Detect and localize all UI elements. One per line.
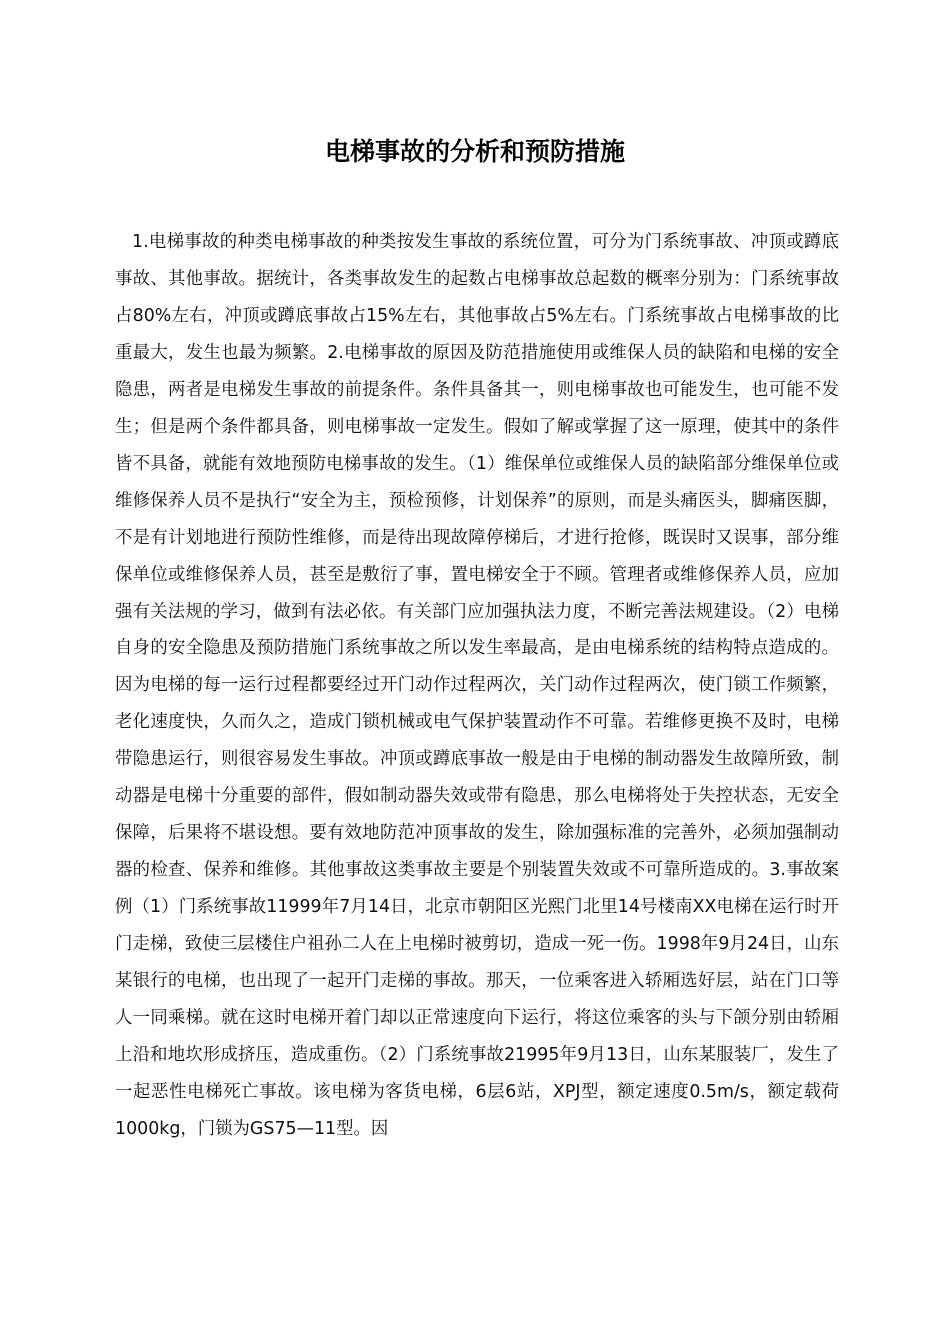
document-title: 电梯事故的分析和预防措施	[324, 137, 625, 166]
document-body-paragraph: 1.电梯事故的种类电梯事故的种类按发生事故的系统位置，可分为门系统事故、冲顶或蹲底事故、其他事故。据统计，各类事故发生的起数占电梯事故总起数的概率分别为：门系统事故占80%左右，冲顶或蹲底事故占15%左右，其他事故占5%左右。门系统事故占电梯事故的比重最大，发生也最为频繁。2.电梯事故的原因及防范措施使用或维保人员的缺陷和电梯的安全隐患，两者是电梯发生事故的前提条件。条件具备其一，则电梯事故也可能发生，也可能不发生；但是两个条件都具备，则电梯事故一定发生。假如了解或掌握了这一原理，使其中的条件皆不具备，就能有效地预防电梯事故的发生。（1）维保单位或维保人员的缺陷部分维保单位或维修保养人员不是执行“安全为主，预检预修，计划保养”的原则，而是头痛医头，脚痛医脚，不是有计划地进行预防性维修，而是待出现故障停梯后，才进行抢修，既误时又误事，部分维保单位或维修保养人员，甚至是敷衍了事，置电梯安全于不顾。管理者或维修保养人员，应加强有关法规的学习，做到有法必依。有关部门应加强执法力度，不断完善法规建设。（2）电梯自身的安全隐患及预防措施门系统事故之所以发生率最高，是由电梯系统的结构特点造成的。因为电梯的每一运行过程都要经过开门动作过程两次，关门动作过程两次，使门锁工作频繁，老化速度快，久而久之，造成门锁机械或电气保护装置动作不可靠。若维修更换不及时，电梯带隐患运行，则很容易发生事故。冲顶或蹲底事故一般是由于电梯的制动器发生故障所致，制动器是电梯十分重要的部件，假如制动器失效或带有隐患，那么电梯将处于失控状态，无安全保障，后果将不堪设想。要有效地防范冲顶事故的发生，除加强标准的完善外，必须加强制动器的检查、保养和维修。其他事故这类事故主要是个别装置失效或不可靠所造成的。3.事故案例（1）门系统事故11999年7月14日，北京市朝阳区光熙门北里14号楼南XX电梯在运行时开门走梯，致使三层楼住户祖孙二人在上电梯时被剪切，造成一死一伤。1998年9月24日，山东某银行的电梯，也出现了一起开门走梯的事故。那天，一位乘客进入轿厢选好层，站在门口等人一同乘梯。就在这时电梯开着门却以正常速度向下运行，将这位乘客的头与下颌分别由轿厢上沿和地坎形成挤压，造成重伤。（2）门系统事故21995年9月13日，山东某服装厂，发生了一起恶性电梯死亡事故。该电梯为客货电梯，6层6站，XPJ型，额定速度0.5m/s，额定载荷1000kg，门锁为GS75—11型。因	[115, 232, 839, 1139]
